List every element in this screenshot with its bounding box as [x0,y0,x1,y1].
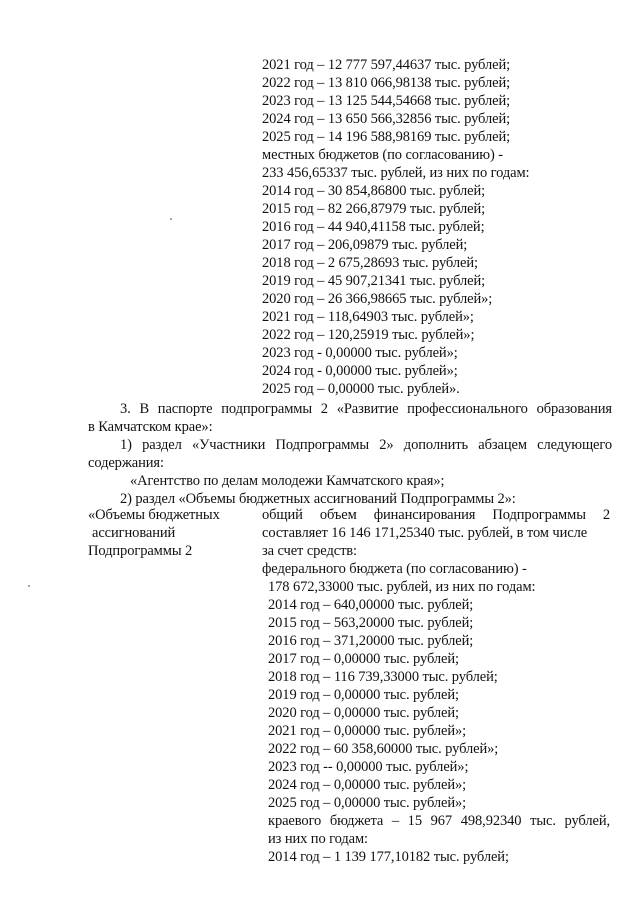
local-budget-total: 233 456,65337 тыс. рублей, из них по годам: [262,165,530,181]
item3-paragraph-line2: в Камчатском крае»: [88,419,213,435]
left-label-line: Подпрограммы 2 [88,543,193,559]
regional-budget-heading: краевого бюджета – 15 967 498,92340 тыс. рублей, [268,813,610,829]
top-line: 2020 год – 26 366,98665 тыс. рублей»; [262,291,493,307]
federal-budget-heading: федерального бюджета (по согласованию) - [262,561,527,577]
right-intro-line3: за счет средств: [262,543,357,559]
left-label-line: ассигнований [92,525,176,541]
right-intro-line2: составляет 16 146 171,25340 тыс. рублей, в том числе [262,525,588,541]
top-line: 2022 год – 120,25919 тыс. рублей»; [262,327,475,343]
subitem2-line: 2) раздел «Объемы бюджетных ассигнований Подпрограммы 2»: [120,491,516,507]
top-line: 2023 год - 0,00000 тыс. рублей»; [262,345,458,361]
top-line: 2023 год – 13 125 544,54668 тыс. рублей; [262,93,511,109]
federal-year-line: 2023 год -- 0,00000 тыс. рублей»; [268,759,469,775]
top-line: 2018 год – 2 675,28693 тыс. рублей; [262,255,478,271]
federal-year-line: 2024 год – 0,00000 тыс. рублей»; [268,777,467,793]
federal-year-line: 2022 год – 60 358,60000 тыс. рублей»; [268,741,499,757]
federal-year-line: 2018 год – 116 739,33000 тыс. рублей; [268,669,498,685]
federal-year-line: 2015 год – 563,20000 тыс. рублей; [268,615,474,631]
top-line: 2021 год – 118,64903 тыс. рублей»; [262,309,474,325]
federal-year-line: 2021 год – 0,00000 тыс. рублей»; [268,723,467,739]
top-line: 2021 год – 12 777 597,44637 тыс. рублей; [262,57,511,73]
subitem1-quote: «Агентство по делам молодежи Камчатского края»; [130,473,445,489]
federal-year-line: 2014 год – 640,00000 тыс. рублей; [268,597,474,613]
regional-budget-subheading: из них по годам: [268,831,368,847]
top-line: 2014 год – 30 854,86800 тыс. рублей; [262,183,486,199]
subitem1-line2: содержания: [88,455,164,471]
regional-year-line: 2014 год – 1 139 177,10182 тыс. рублей; [268,849,509,865]
top-line: 2024 год - 0,00000 тыс. рублей»; [262,363,458,379]
subitem1-line1: 1) раздел «Участники Подпрограммы 2» дополнить абзацем следующего [120,437,612,453]
top-line: 2016 год – 44 940,41158 тыс. рублей; [262,219,485,235]
federal-year-line: 2019 год – 0,00000 тыс. рублей; [268,687,459,703]
right-intro-line1: общий объем финансирования Подпрограммы 2 [262,507,610,523]
top-line: 2022 год – 13 810 066,98138 тыс. рублей; [262,75,511,91]
federal-year-line: 2020 год – 0,00000 тыс. рублей; [268,705,459,721]
top-line: 2025 год – 14 196 588,98169 тыс. рублей; [262,129,511,145]
top-line: 2015 год – 82 266,87979 тыс. рублей; [262,201,486,217]
scan-speck [170,218,172,220]
left-label-line: «Объемы бюджетных [88,507,220,523]
federal-year-line: 2025 год – 0,00000 тыс. рублей»; [268,795,467,811]
scan-speck [28,585,30,587]
federal-year-line: 2016 год – 371,20000 тыс. рублей; [268,633,474,649]
federal-year-line: 2017 год – 0,00000 тыс. рублей; [268,651,459,667]
top-line: 2019 год – 45 907,21341 тыс. рублей; [262,273,486,289]
item3-paragraph-line1: 3. В паспорте подпрограммы 2 «Развитие профессионального образования [120,401,612,417]
top-line: 2024 год – 13 650 566,32856 тыс. рублей; [262,111,511,127]
local-budget-heading: местных бюджетов (по согласованию) - [262,147,503,163]
top-line: 2017 год – 206,09879 тыс. рублей; [262,237,468,253]
federal-budget-total: 178 672,33000 тыс. рублей, из них по годам: [268,579,536,595]
top-line: 2025 год – 0,00000 тыс. рублей». [262,381,460,397]
